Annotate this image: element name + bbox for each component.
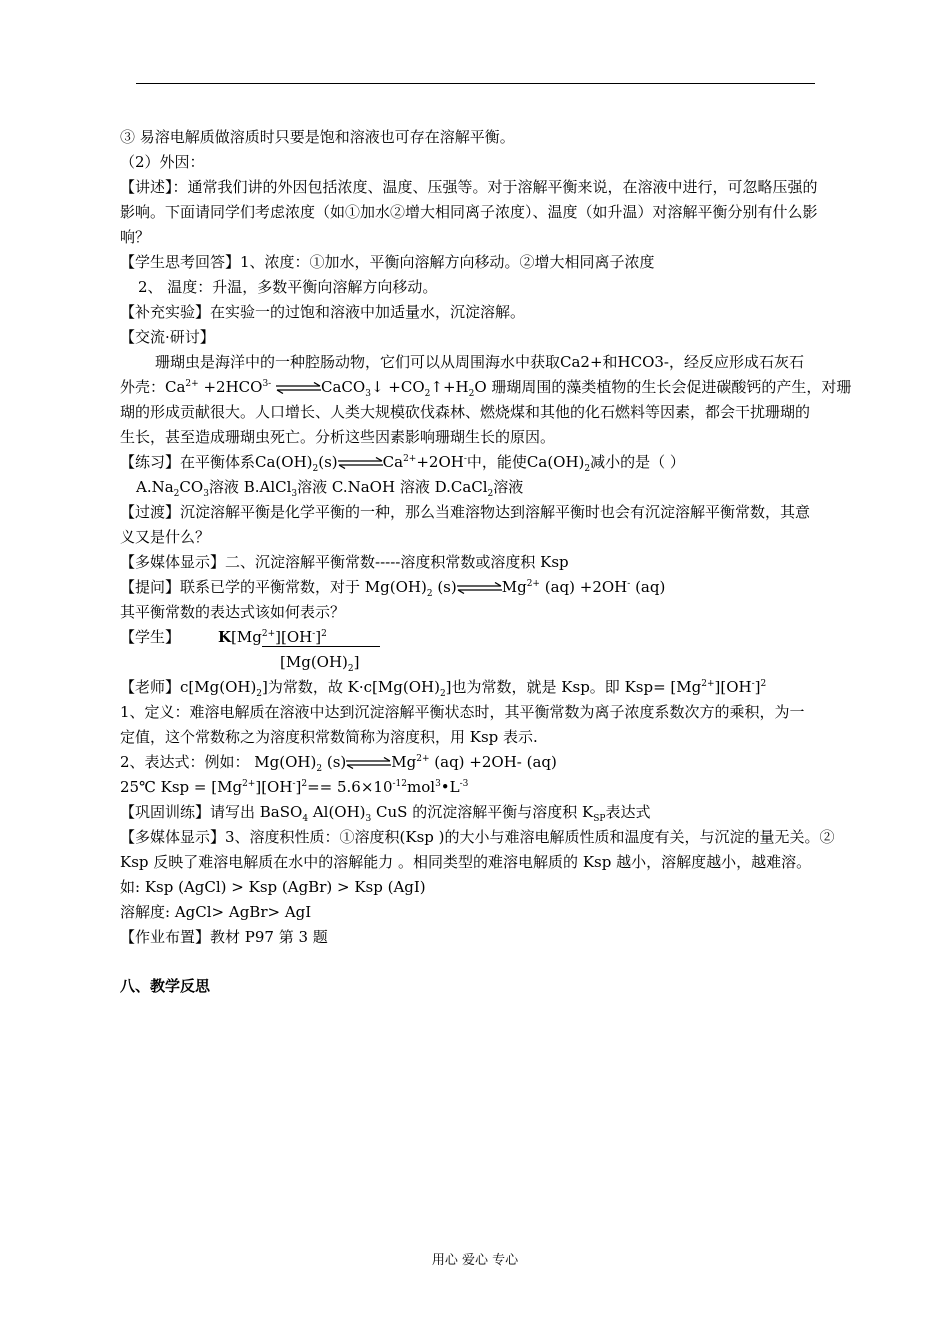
- text-line-equation: 【练习】在平衡体系$Ca(OH)_2(s)$ $Ca^{2+}+2OH^-$中，能使$Ca(OH)_2$减小的是（ ）: [120, 453, 685, 474]
- equilibrium-arrow-icon: [338, 457, 383, 469]
- text-line: 响？: [120, 228, 151, 246]
- text-line: 25℃ Ksp = $[Mg^{2+}][OH^-]^2==$ $5.6\times 10^{-12}mol^3•L^{-3}$: [120, 778, 469, 796]
- text-line: 如: Ksp (AgCl) > Ksp (AgBr) > Ksp (AgI): [120, 878, 426, 896]
- text-line-equation: 2、表达式：例如： $Mg(OH)_2$ (s) $Mg^{2+}$ (aq) +2OH- (aq): [120, 753, 557, 774]
- fraction-denominator: $[Mg(OH)_2]$: [280, 653, 360, 674]
- text-line: 瑚的形成贡献很大。人口增长、人类大规模砍伐森林、燃烧煤和其他的化石燃料等因素，都会干扰珊瑚的: [120, 403, 811, 421]
- text-line-equation: 外壳：$Ca^{2+} +2HCO^{3-}$ CaCO$_3$↓ $+CO_2↑+H_2O$ 珊瑚周围的藻类植物的生长会促进碳酸钙的产生，对珊: [120, 378, 852, 399]
- text-line: 【多媒体显示】3、溶度积性质：①溶度积(Ksp )的大小与难溶电解质性质和温度有关，与沉淀的量无关。②: [120, 828, 835, 846]
- fraction-bar: [262, 646, 380, 647]
- text-line: （2）外因：: [120, 153, 205, 171]
- text-line: 【交流·研讨】: [120, 328, 215, 346]
- text-line: 【过渡】沉淀溶解平衡是化学平衡的一种，那么当难溶物达到溶解平衡时也会有沉淀溶解平衡常数，其意: [120, 503, 811, 521]
- text-line: 【多媒体显示】二、沉淀溶解平衡常数-----溶度积常数或溶度积 Ksp: [120, 553, 569, 571]
- fraction-numerator: $K[Mg^{2+}][OH^-]^2$: [218, 628, 327, 646]
- page-footer: 用心 爱心 专心: [431, 1253, 519, 1268]
- equilibrium-arrow-icon: [457, 582, 502, 594]
- header-rule: [136, 83, 815, 84]
- answer-options: $A.Na_2CO_3$溶液 B.AlCl$_3$溶液 C.NaOH 溶液 D.CaCl$_2$溶液: [136, 478, 524, 499]
- text-line: 其平衡常数的表达式该如何表示？: [120, 603, 346, 621]
- text-line: 珊瑚虫是海洋中的一种腔肠动物，它们可以从周围海水中获取Ca2+和HCO3-，经反应形成石灰石: [155, 353, 805, 371]
- text-line: Ksp 反映了难溶电解质在水中的溶解能力 。相同类型的难溶电解质的 Ksp 越小，溶解度越小，越难溶。: [120, 853, 812, 871]
- equilibrium-arrow-icon: [346, 757, 391, 769]
- text-line: 2、 温度：升温，多数平衡向溶解方向移动。: [138, 278, 438, 296]
- text-line: 【作业布置】教材 P97 第 3 题: [120, 928, 328, 946]
- text-line: 【老师】$c[Mg(OH)_2]$为常数，故 $K\cdot c[Mg(OH)_2]$也为常数，就是 Ksp。即 $Ksp= [Mg^{2+}][OH^-]^2$: [120, 678, 767, 699]
- student-label: 【学生】: [120, 628, 181, 646]
- text-line: 1、定义：难溶电解质在溶液中达到沉淀溶解平衡状态时，其平衡常数为离子浓度系数次方的乘积，为一: [120, 703, 805, 721]
- section-heading: 八、教学反思: [120, 977, 211, 995]
- text-line: 影响。下面请同学们考虑浓度（如①加水②增大相同离子浓度）、温度（如升温）对溶解平衡分别有什么影: [120, 203, 818, 221]
- text-line: 【巩固训练】请写出 BaSO$_4$ $Al(OH)_3$ CuS 的沉淀溶解平衡与溶度积 $K_{SP}$表达式: [120, 803, 651, 824]
- text-line-equation: 【提问】联系已学的平衡常数，对于 $Mg(OH)_2$ (s) $Mg^{2+}$ (aq) +2OH- (aq): [120, 578, 666, 599]
- text-line: 【补充实验】在实验一的过饱和溶液中加适量水，沉淀溶解。: [120, 303, 526, 321]
- text-line: 溶解度: AgCl> AgBr> AgI: [120, 903, 312, 921]
- text-line: 生长，甚至造成珊瑚虫死亡。分析这些因素影响珊瑚生长的原因。: [120, 428, 556, 446]
- text-line: 定值，这个常数称之为溶度积常数简称为溶度积，用 Ksp 表示.: [120, 728, 538, 746]
- text-line: 【讲述】：通常我们讲的外因包括浓度、温度、压强等。对于溶解平衡来说，在溶液中进行，可忽略压强的: [120, 178, 818, 196]
- text-line: 义又是什么？: [120, 528, 211, 546]
- text-line: 【学生思考回答】1、浓度：①加水，平衡向溶解方向移动。②增大相同离子浓度: [120, 253, 655, 271]
- text-line: ③ 易溶电解质做溶质时只要是饱和溶液也可存在溶解平衡。: [120, 128, 515, 146]
- equilibrium-arrow-icon: [276, 382, 321, 394]
